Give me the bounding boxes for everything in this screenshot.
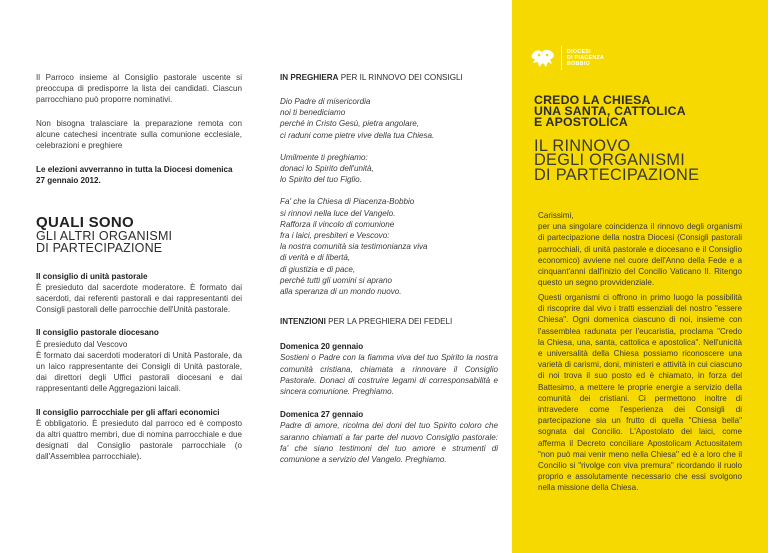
quali-sono-heading: QUALI SONO [36, 213, 135, 231]
diocese-emblem-icon [530, 47, 556, 69]
candidates-paragraph: Il Parroco insieme al Consiglio pastorale uscente si preoccupa di predisporre la lista dei candidati. Ciascun parrocchiano può proporre nominativi. [36, 73, 242, 105]
letter-paragraph-1: Carissimi, per una singolare coincidenza il rinnovo degli organismi di partecipazione della nostra Diocesi (Consigli pastorali parrocchiali, di unità pastorale e diocesano e il Consiglio economico) avviene nel cuore dell'Anno della Fede e a cinquant'anni dall'inizio del Concilio Vaticano II. Ritengo questo un segno provvidenziale. [538, 211, 742, 288]
organismi-subheading-1: GLI ALTRI ORGANISMI [36, 228, 173, 243]
cover-title: IL RINNOVO DEGLI ORGANISMI DI PARTECIPAZIONE [534, 137, 700, 184]
diocese-logo [530, 46, 604, 70]
org1-text: È presieduto dal sacerdote moderatore. È formato dai sacerdoti, dai referenti pastorali e dai rappresentanti dei Consigli pastorali delle parrocchie dell'Unità pastorale. [36, 282, 242, 315]
prayer-heading: IN PREGHIERA PER IL RINNOVO DEI CONSIGLI [280, 73, 463, 82]
letter-paragraph-2: Questi organismi ci offrono in primo luogo la possibilità di riscoprire dal vivo i tratti essenziali del nostro "essere Chiesa". Ogni domenica ciascuno di noi, insieme con l'assemblea radunata per l'eucaristia, proclama "Credo la Chiesa, una, santa, cattolica e apostolica". Nell'unicità e universalità della Chiesa possiamo riconoscere una varietà di carismi, doni, ministeri e attività in cui ciascuno di noi trova il suo posto ed è chiamato, in forza del Battesimo, a mettere le proprie energie a servizio della comunità dei cristiani. Ci permettono inoltre di intravedere come l'esperienza dei Consigli di partecipazione sia un frutto di quella "Chiesa bella" sognata dal Concilio. L'Apostolato dei laici, come afferma il Decreto conciliare Apostolicam Actuositatem "non può mai venir meno nella Chiesa" ed è a loro che il Concilio si "rivolge con viva premura" ricordando il ruolo proprio e assolutamente necessario che essi svolgono nella missione della Chiesa. [538, 293, 742, 493]
org2-text: È formato dai sacerdoti moderatori di Unità Pastorale, da un laico rappresentante dei Consigli di Unità pastorale, dai direttori degli Uffici pastorali diocesani e dai rappresentanti delle Aggregazioni laicali. [36, 350, 242, 394]
org1-title: Il consiglio di unità pastorale [36, 271, 148, 281]
credo-heading: CREDO LA CHIESA UNA SANTA, CATTOLICA E APOSTOLICA [534, 93, 686, 129]
sunday1-title: Domenica 20 gennaio [280, 342, 364, 352]
intentions-heading: INTENZIONI PER LA PREGHIERA DEI FEDELI [280, 317, 453, 327]
prayer-stanza-1: Dio Padre di misericordia noi ti benediciamo perché in Cristo Gesù, pietra angolare, ci raduni come pietre vive della tua Chiesa. [280, 97, 435, 140]
prayer-stanza-2: Umilmente ti preghiamo: donaci lo Spirito dell'unità, lo Spirito del tuo Figlio. [280, 152, 374, 185]
sunday2-text: Padre di amore, ricolma dei doni del tuo Spirito coloro che saranno chiamati a far parte del nuovo Consiglio pastorale: fa' che siano testimoni del tuo amore e strumenti di comunione a servizio del Vangelo. Preghiamo. [280, 421, 498, 465]
sunday2-title: Domenica 27 gennaio [280, 410, 364, 420]
preparation-paragraph: Non bisogna tralasciare la preparazione remota con alcune catechesi incentrate sulla comunione ecclesiale, celebrazioni e preghiere [36, 118, 242, 151]
elections-date: Le elezioni avverranno in tutta la Diocesi domenica 27 gennaio 2012. [36, 165, 233, 186]
org3-title: Il consiglio parrocchiale per gli affari economici [36, 407, 220, 417]
org2-line: È presieduto dal Vescovo [36, 339, 128, 349]
org3-text: È obbligatorio. È presieduto dal parroco ed è composto da altri quattro membri, due di nomina parrocchiale e due designati dal Consiglio pastorale parrocchiale (o dall'Assemblea parrocchiale). [36, 418, 242, 462]
logo-divider [561, 46, 562, 70]
org2-title: Il consiglio pastorale diocesano [36, 328, 159, 338]
logo-text: DIOCESI DI PIACENZA BOBBIO [567, 48, 605, 68]
panel-middle [256, 0, 512, 553]
organismi-subheading-2: DI PARTECIPAZIONE [36, 240, 163, 255]
panel-left [0, 0, 256, 553]
panel-cover [512, 0, 768, 553]
prayer-stanza-3: Fa' che la Chiesa di Piacenza-Bobbio si rinnovi nella luce del Vangelo. Rafforza il vincolo di comunione fra i laici, presbiteri e Vescovo: la nostra comunità sia testimonianza viva di verità e di libertà, di giustizia e di pace, perché tutti gli uomini si aprano alla speranza di un mondo nuovo. [280, 197, 428, 297]
sunday1-text: Sostieni o Padre con la fiamma viva del tuo Spirito la nostra comunità cristiana, chiamata a rinnovare il Consiglio Pastorale. Donaci di costruire legami di corresponsabilità e sincera comunione. Preghiamo. [280, 353, 498, 397]
